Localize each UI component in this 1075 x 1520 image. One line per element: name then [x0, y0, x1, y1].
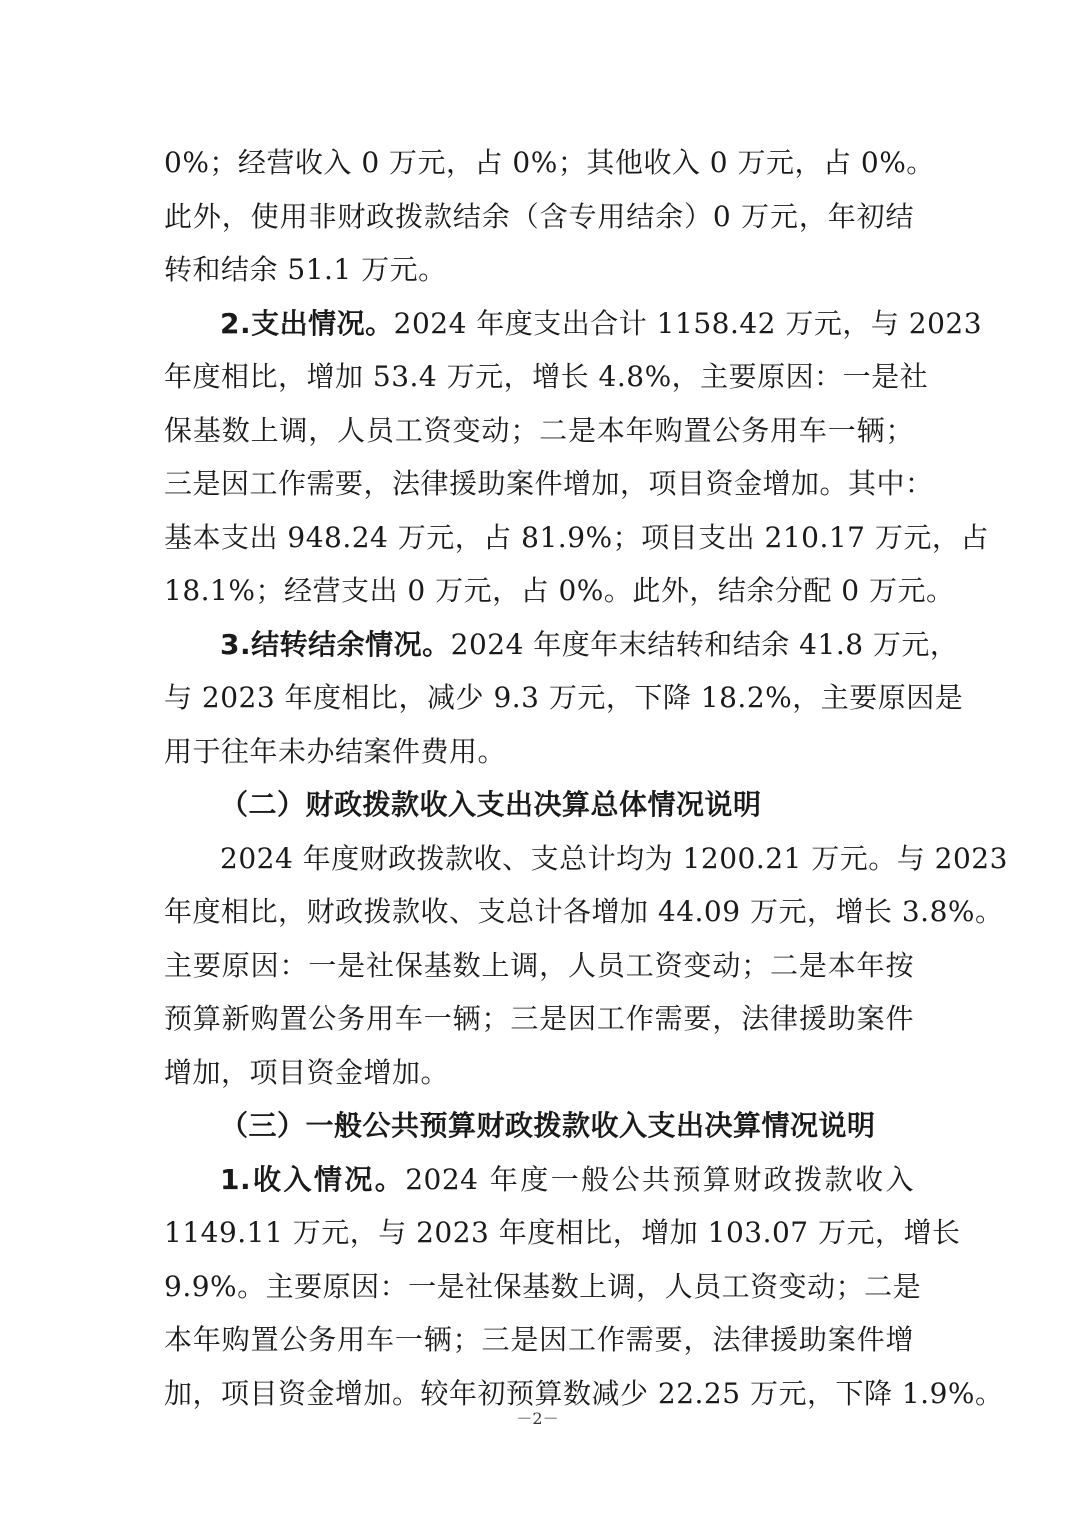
- text-line: 加，项目资金增加。较年初预算数减少 22.25 万元，下降 1.9%。: [164, 1376, 1004, 1410]
- text-line: 三是因工作需要，法律援助案件增加，项目资金增加。其中：: [164, 467, 934, 500]
- text-segment: 2024 年度一般公共预算财政拨款收入: [405, 1162, 914, 1196]
- section-heading: （二）财政拨款收入支出决算总体情况说明: [220, 788, 762, 821]
- text-line: 2024 年度财政拨款收、支总计均为 1200.21 万元。与 2023: [220, 841, 1008, 875]
- section-label: 3.结转结余情况。: [220, 627, 451, 661]
- page-number: －2－: [516, 1409, 559, 1428]
- text-line: 本年购置公务用车一辆；三是因工作需要，法律援助案件增: [164, 1323, 914, 1356]
- text-line: 此外，使用非财政拨款结余（含专用结余）0 万元，年初结: [164, 199, 914, 233]
- text-line: 基本支出 948.24 万元，占 81.9%；项目支出 210.17 万元，占: [164, 520, 989, 554]
- text-line: 9.9%。主要原因：一是社保基数上调，人员工资变动；二是: [164, 1269, 922, 1303]
- text-line: 预算新购置公务用车一辆；三是因工作需要，法律援助案件: [164, 1002, 914, 1035]
- text-line: 用于往年未办结案件费用。: [164, 734, 507, 768]
- paragraph-expenditure: [164, 297, 983, 351]
- section-label: 1.收入情况。: [220, 1162, 406, 1196]
- text-line: 与 2023 年度相比，减少 9.3 万元，下降 18.2%，主要原因是: [164, 681, 964, 714]
- text-line: 主要原因：一是社保基数上调，人员工资变动；二是本年按: [164, 948, 914, 982]
- paragraph-carryover: [164, 618, 959, 672]
- section-label: 2.支出情况。: [220, 306, 394, 340]
- document-body: [164, 136, 1008, 1420]
- paragraph-income: [164, 1153, 914, 1207]
- text-line: 年度相比，增加 53.4 万元，增长 4.8%，主要原因：一是社: [164, 360, 929, 393]
- text-segment: 2024 年度年末结转和结余 41.8 万元，: [450, 627, 959, 661]
- text-line: 1149.11 万元，与 2023 年度相比，增加 103.07 万元，增长: [164, 1216, 961, 1249]
- text-line: 0%；经营收入 0 万元，占 0%；其他收入 0 万元，占 0%。: [164, 146, 935, 179]
- text-line: 转和结余 51.1 万元。: [164, 253, 447, 286]
- section-heading: （三）一般公共预算财政拨款收入支出决算情况说明: [220, 1109, 876, 1142]
- text-segment: 2024 年度支出合计 1158.42 万元，与 2023: [393, 306, 983, 340]
- text-line: 18.1%；经营支出 0 万元，占 0%。此外，结余分配 0 万元。: [164, 574, 955, 607]
- text-line: 年度相比，财政拨款收、支总计各增加 44.09 万元，增长 3.8%。: [164, 895, 1004, 928]
- text-line: 增加，项目资金增加。: [164, 1055, 450, 1089]
- text-line: 保基数上调，人员工资变动；二是本年购置公务用车一辆；: [164, 413, 914, 447]
